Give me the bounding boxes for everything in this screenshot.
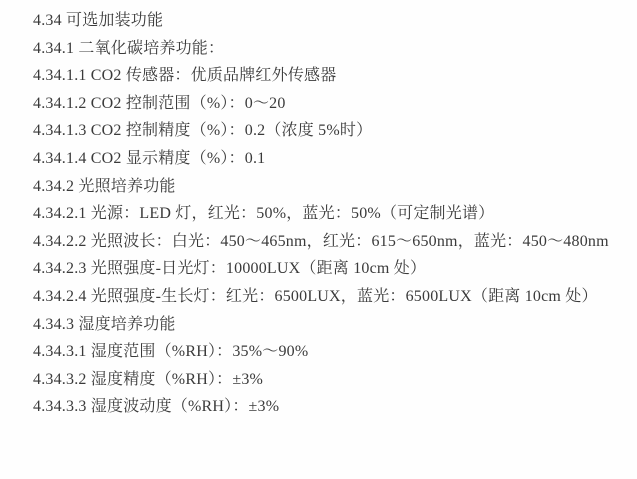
spec-list: [33, 7, 627, 421]
spec-item-4-34-3-2: 4.34.3.2 湿度精度（%RH）：±3%: [33, 370, 264, 388]
spec-item-4-34-2: 4.34.2 光照培养功能: [33, 177, 176, 195]
spec-item-4-34-2-2: 4.34.2.2 光照波长：白光：450～465nm，红光：615～650nm，蓝光：450～480nm: [33, 232, 609, 250]
spec-item-4-34-2-1: 4.34.2.1 光源：LED 灯，红光：50%，蓝光：50%（可定制光谱）: [33, 205, 495, 223]
spec-item-4-34-3-3: 4.34.3.3 湿度波动度（%RH）：±3%: [33, 398, 280, 416]
spec-item-4-34-2-4: 4.34.2.4 光照强度-生长灯：红光：6500LUX，蓝光：6500LUX（距离 10cm 处）: [33, 287, 598, 305]
spec-item-4-34-1-2: 4.34.1.2 CO2 控制范围（%）：0～20: [33, 94, 286, 112]
spec-item-4-34-1: 4.34.1 二氧化碳培养功能：: [33, 39, 225, 57]
spec-item-4-34-1-1: 4.34.1.1 CO2 传感器：优质品牌红外传感器: [33, 67, 337, 85]
spec-item-4-34-1-4: 4.34.1.4 CO2 显示精度（%）：0.1: [33, 149, 266, 167]
spec-item-4-34-1-3: 4.34.1.3 CO2 控制精度（%）：0.2（浓度 5%时）: [33, 122, 373, 140]
spec-item-4-34-3: 4.34.3 湿度培养功能: [33, 315, 176, 333]
spec-item-4-34: 4.34 可选加装功能: [33, 12, 164, 29]
spec-item-4-34-3-1: 4.34.3.1 湿度范围（%RH）：35%～90%: [33, 343, 309, 361]
spec-item-4-34-2-3: 4.34.2.3 光照强度-日光灯：10000LUX（距离 10cm 处）: [33, 260, 427, 278]
